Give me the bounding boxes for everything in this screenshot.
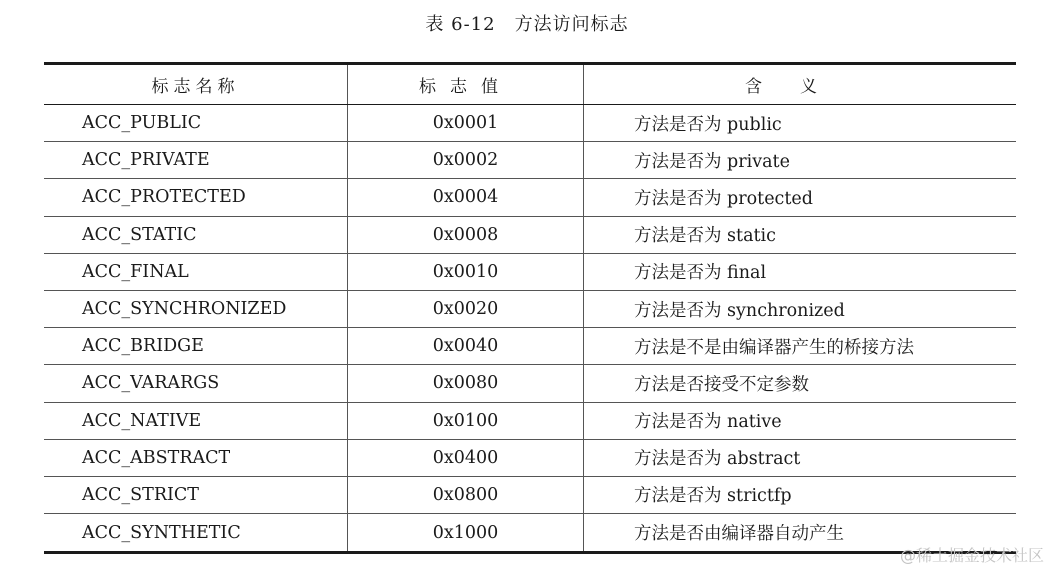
flag-name-cell: ACC_BRIDGE — [44, 328, 348, 364]
table-row — [44, 179, 1016, 216]
meaning-cell: 方法是否为 strictfp — [634, 486, 792, 507]
watermark: @稀土掘金技术社区 — [899, 546, 1044, 565]
meaning-cell: 方法是不是由编译器产生的桥接方法 — [634, 337, 914, 358]
flag-name-cell: ACC_SYNCHRONIZED — [44, 291, 348, 327]
flag-value-cell: 0x0080 — [348, 365, 584, 401]
flag-name-cell: ACC_PROTECTED — [44, 179, 348, 215]
table-row — [44, 142, 1016, 179]
table-row — [44, 291, 1016, 328]
table-row — [44, 217, 1016, 254]
header-meaning: 含义 — [745, 77, 855, 97]
flag-value-cell: 0x0040 — [348, 328, 584, 364]
table-row — [44, 254, 1016, 291]
meaning-cell: 方法是否为 abstract — [634, 449, 801, 470]
flag-name-cell: ACC_FINAL — [44, 254, 348, 290]
flag-value-cell: 0x0001 — [348, 105, 584, 141]
table-row — [44, 365, 1016, 402]
meaning-cell: 方法是否为 private — [634, 151, 790, 172]
table-row — [44, 440, 1016, 477]
flag-value-cell: 0x0800 — [348, 477, 584, 513]
table-row — [44, 105, 1016, 142]
meaning-cell: 方法是否为 synchronized — [634, 300, 845, 321]
flag-value-cell: 0x0100 — [348, 403, 584, 439]
table-row — [44, 328, 1016, 365]
flag-name-cell: ACC_STRICT — [44, 477, 348, 513]
flag-value-cell: 0x1000 — [348, 514, 584, 551]
meaning-cell: 方法是否由编译器自动产生 — [634, 524, 844, 545]
flag-value-cell: 0x0002 — [348, 142, 584, 178]
header-flag-name: 标志名称 — [44, 65, 348, 104]
flag-value-cell: 0x0010 — [348, 254, 584, 290]
meaning-cell: 方法是否为 public — [634, 114, 782, 135]
table-caption: 表 6-12 方法访问标志 — [425, 14, 629, 35]
table-header-row — [44, 65, 1016, 105]
flag-name-cell: ACC_STATIC — [44, 217, 348, 253]
flag-name-cell: ACC_VARARGS — [44, 365, 348, 401]
table-row — [44, 477, 1016, 514]
flag-name-cell: ACC_NATIVE — [44, 403, 348, 439]
header-flag-value: 标志值 — [348, 65, 584, 104]
meaning-cell: 方法是否为 native — [634, 412, 782, 433]
flag-value-cell: 0x0400 — [348, 440, 584, 476]
meaning-cell: 方法是否接受不定参数 — [634, 374, 809, 395]
table-row — [44, 403, 1016, 440]
meaning-cell: 方法是否为 protected — [634, 188, 813, 209]
flag-name-cell: ACC_ABSTRACT — [44, 440, 348, 476]
method-access-flags-table — [44, 62, 1016, 554]
meaning-cell: 方法是否为 static — [634, 226, 776, 247]
flag-value-cell: 0x0020 — [348, 291, 584, 327]
flag-name-cell: ACC_SYNTHETIC — [44, 514, 348, 551]
flag-name-cell: ACC_PRIVATE — [44, 142, 348, 178]
flag-value-cell: 0x0004 — [348, 179, 584, 215]
flag-name-cell: ACC_PUBLIC — [44, 105, 348, 141]
meaning-cell: 方法是否为 final — [634, 263, 767, 284]
table-row — [44, 514, 1016, 551]
flag-value-cell: 0x0008 — [348, 217, 584, 253]
